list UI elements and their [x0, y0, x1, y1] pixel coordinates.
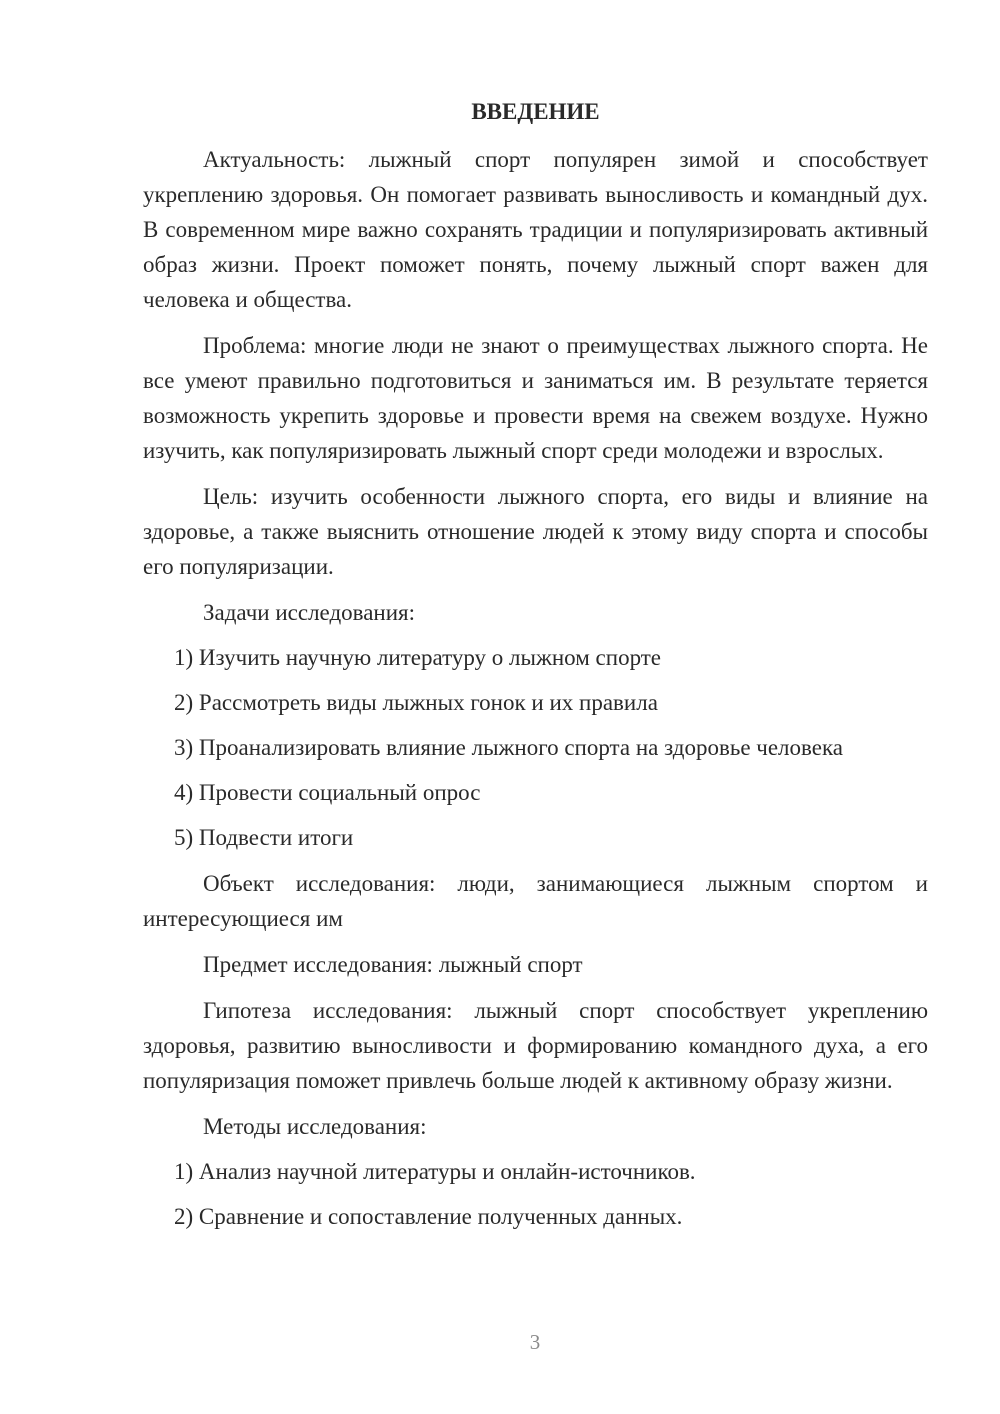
task-item-4: 4) Провести социальный опрос — [174, 780, 481, 805]
tasks-heading: Задачи исследования: — [203, 600, 416, 625]
task-item-3: 3) Проанализировать влияние лыжного спорта на здоровье человека — [174, 735, 843, 760]
method-item-1: 1) Анализ научной литературы и онлайн-источников. — [174, 1159, 696, 1184]
methods-heading: Методы исследования: — [203, 1114, 427, 1139]
document-body — [143, 142, 928, 1234]
task-item-5: 5) Подвести итоги — [174, 825, 354, 850]
page-number: 3 — [529, 1330, 541, 1354]
method-item-2: 2) Сравнение и сопоставление полученных данных. — [174, 1204, 683, 1229]
paragraph-object: Объект исследования: люди, занимающиеся лыжным спортом и интересующиеся им — [143, 871, 928, 931]
task-item-2: 2) Рассмотреть виды лыжных гонок и их правила — [174, 690, 658, 715]
paragraph-subject: Предмет исследования: лыжный спорт — [203, 952, 583, 977]
task-item-1: 1) Изучить научную литературу о лыжном спорте — [174, 645, 662, 670]
page-title: ВВЕДЕНИЕ — [471, 99, 600, 124]
paragraph-relevance: Актуальность: лыжный спорт популярен зимой и способствует укреплению здоровья. Он помогает развивать выносливость и командный дух. В современном мире важно сохранять традиции и популяризировать активный образ жизни. Проект поможет понять, почему лыжный спорт важен для человека и общества. — [143, 147, 928, 312]
paragraph-goal: Цель: изучить особенности лыжного спорта, его виды и влияние на здоровье, а также выяснить отношение людей к этому виду спорта и способы его популяризации. — [143, 484, 928, 579]
paragraph-hypothesis: Гипотеза исследования: лыжный спорт способствует укреплению здоровья, развитию выносливости и формированию командного духа, а его популяризация поможет привлечь больше людей к активному образу жизни. — [143, 998, 928, 1093]
paragraph-problem: Проблема: многие люди не знают о преимуществах лыжного спорта. Не все умеют правильно подготовиться и заниматься им. В результате теряется возможность укрепить здоровье и провести время на свежем воздухе. Нужно изучить, как популяризировать лыжный спорт среди молодежи и взрослых. — [143, 333, 928, 463]
